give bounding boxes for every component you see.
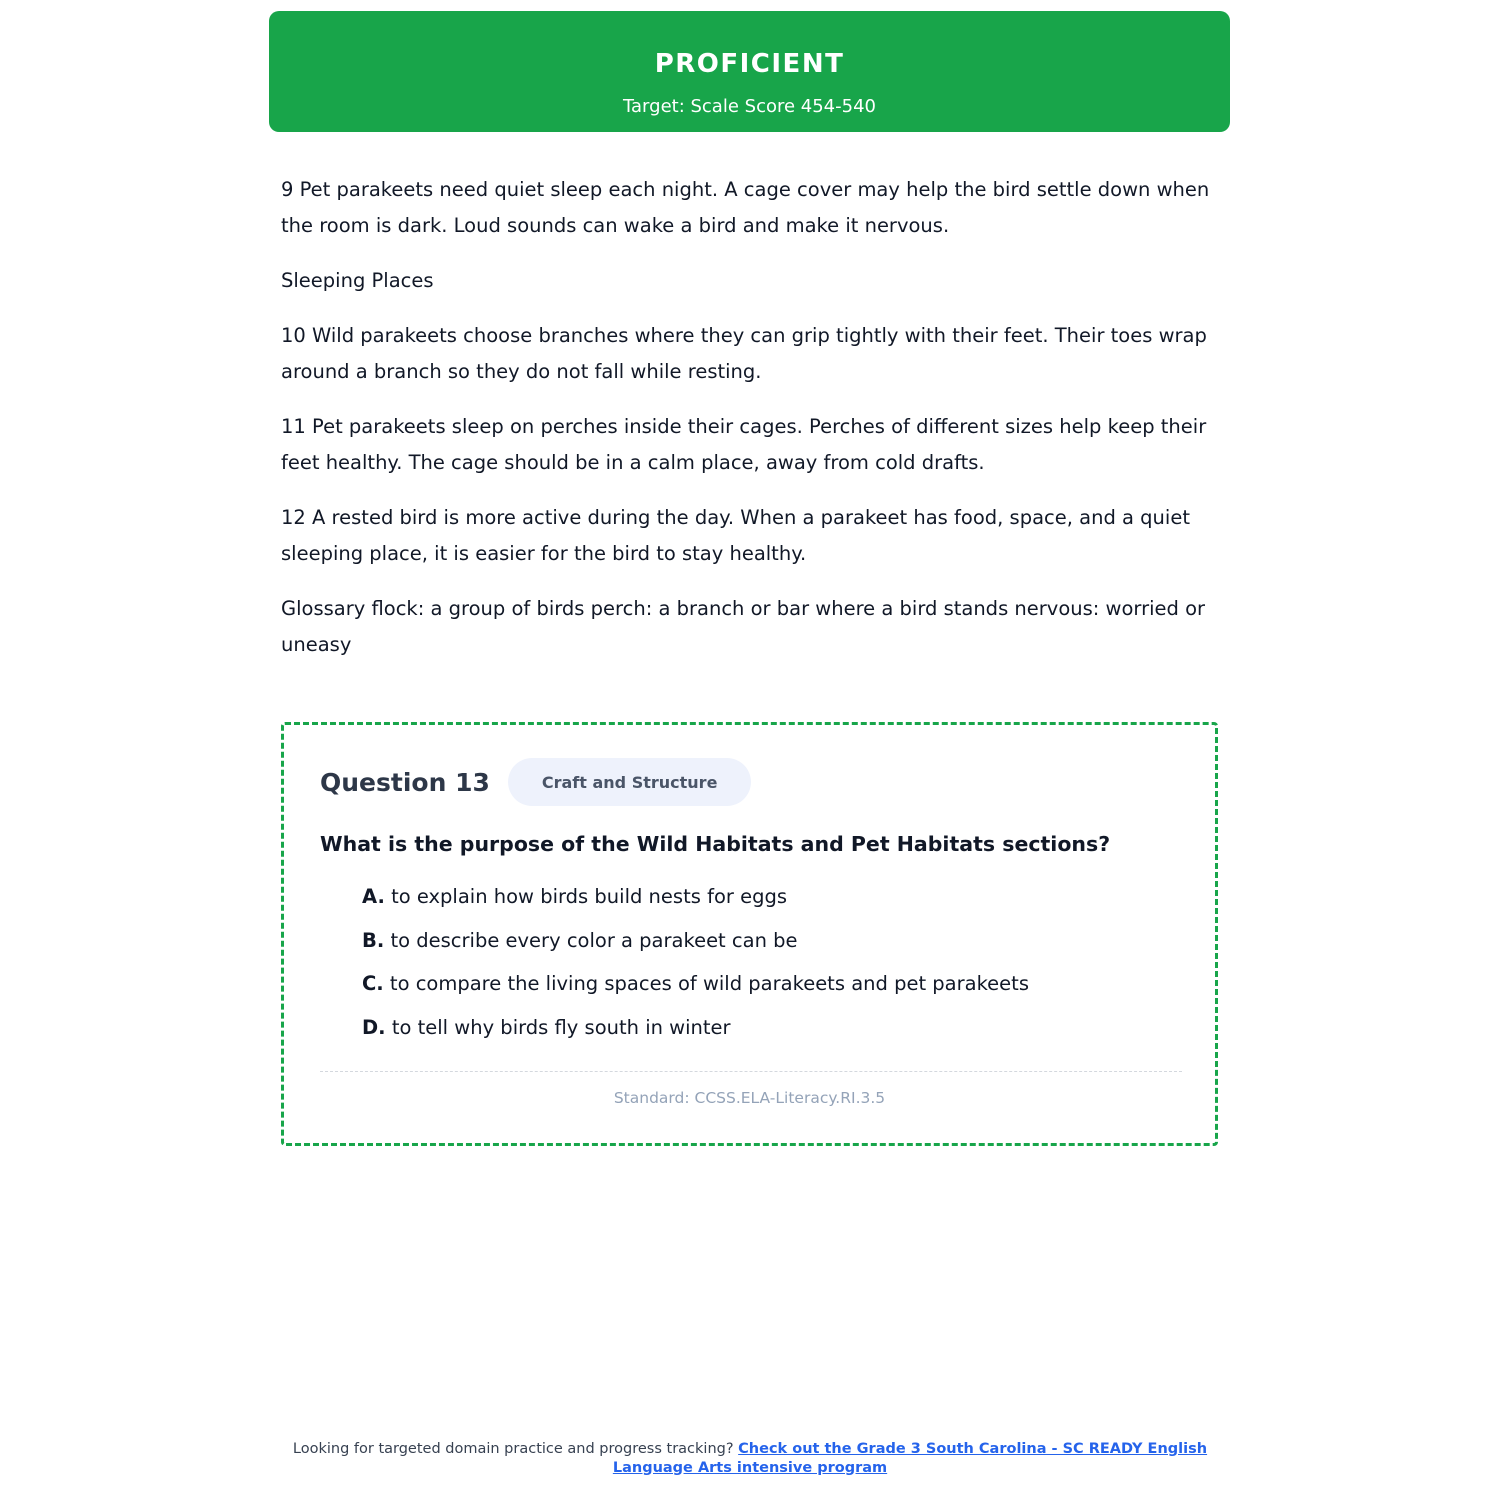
program-link[interactable]: Check out the Grade 3 South Carolina - SC READY English Language Arts intensive program — [612, 1441, 1208, 1476]
answer-option-c[interactable] — [362, 969, 1029, 1013]
option-letter: C. — [362, 972, 384, 995]
option-text: to tell why birds fly south in winter — [391, 1015, 731, 1039]
option-letter: B. — [362, 928, 385, 952]
option-text: to describe every color a parakeet can be — [390, 928, 798, 952]
level-title: PROFICIENT — [654, 49, 845, 79]
footer-promo — [290, 1440, 1210, 1477]
passage-paragraph-12: 12 A rested bird is more active during the day. When a parakeet has food, space, and a quiet sleeping place, it is easier for the bird to stay healthy. — [281, 506, 1190, 565]
answer-option-a[interactable] — [362, 882, 1029, 926]
option-text: to compare the living spaces of wild parakeets and pet parakeets — [389, 972, 1029, 995]
question-header — [320, 758, 751, 806]
question-prompt: What is the purpose of the Wild Habitats and Pet Habitats sections? — [320, 832, 1111, 856]
category-badge: Craft and Structure — [508, 758, 752, 806]
passage-heading-sleeping-places: Sleeping Places — [281, 269, 434, 292]
answer-option-d[interactable] — [362, 1013, 1029, 1057]
standard-label: Standard: CCSS.ELA-Literacy.RI.3.5 — [613, 1089, 886, 1107]
passage-paragraph-11: 11 Pet parakeets sleep on perches inside their cages. Perches of different sizes help keep their feet healthy. The cage should be in a calm place, away from cold drafts. — [281, 415, 1207, 474]
footer-text: Looking for targeted domain practice and progress tracking? — [292, 1441, 734, 1457]
question-number: Question 13 — [320, 767, 490, 797]
target-score: Target: Scale Score 454-540 — [623, 96, 876, 117]
passage-paragraph-9: 9 Pet parakeets need quiet sleep each night. A cage cover may help the bird settle down when the room is dark. Loud sounds can wake a bird and make it nervous. — [281, 178, 1210, 237]
question-card — [281, 722, 1218, 1146]
option-letter: D. — [362, 1015, 386, 1039]
option-letter: A. — [362, 885, 385, 908]
reading-passage — [281, 172, 1221, 682]
answer-option-b[interactable] — [362, 926, 1029, 970]
passage-paragraph-10: 10 Wild parakeets choose branches where they can grip tightly with their feet. Their toes wrap around a branch so they do not fall while resting. — [281, 324, 1207, 383]
passage-glossary: Glossary flock: a group of birds perch: a branch or bar where a bird stands nervous: worried or uneasy — [281, 597, 1206, 656]
option-text: to explain how birds build nests for eggs — [391, 885, 788, 908]
level-banner — [269, 11, 1230, 132]
divider — [320, 1071, 1182, 1072]
answer-options — [362, 882, 1029, 1056]
